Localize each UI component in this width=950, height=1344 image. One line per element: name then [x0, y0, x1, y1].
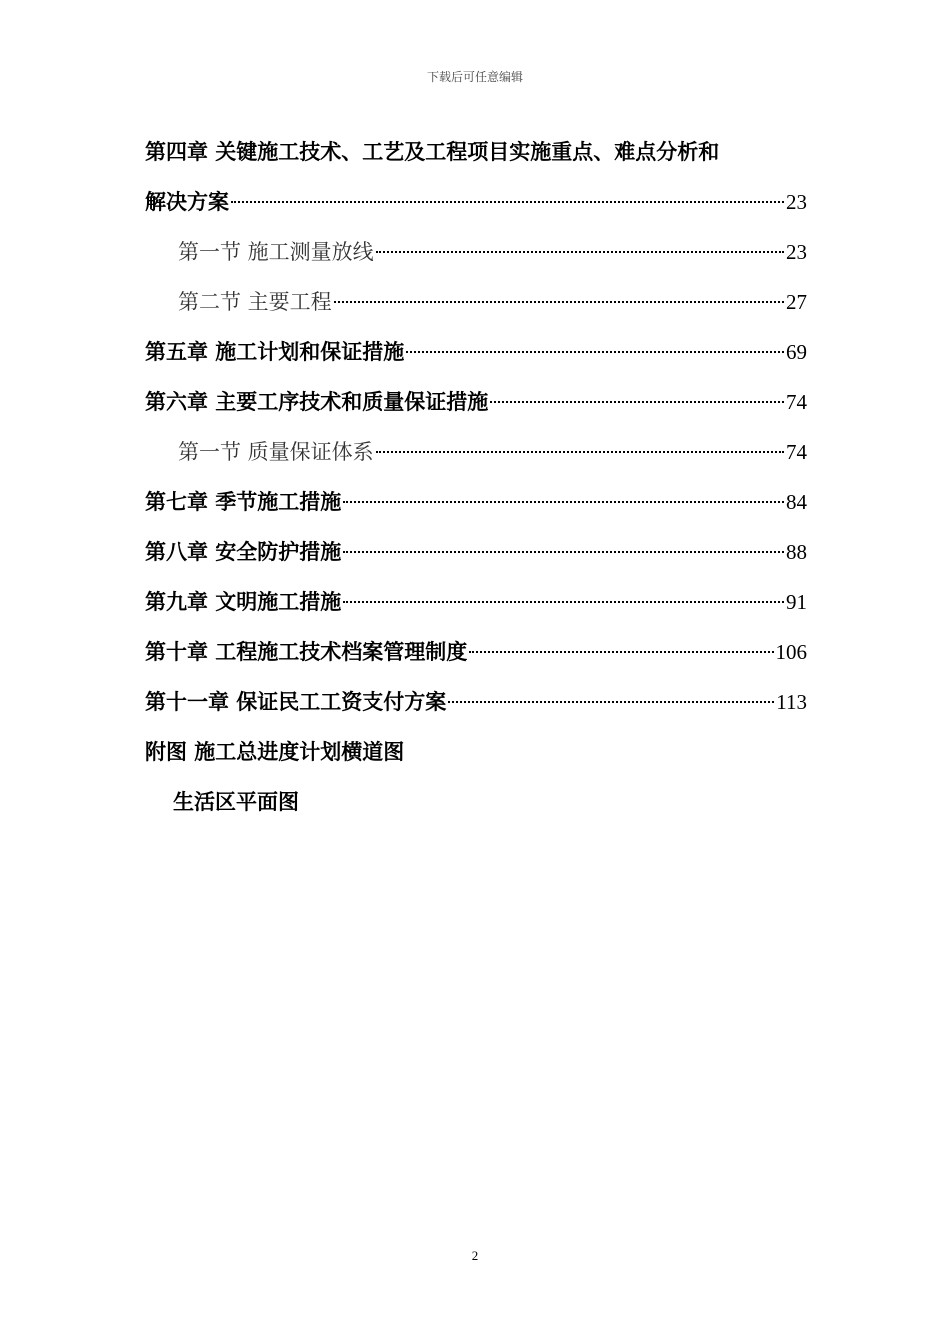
toc-entry-page: 91	[786, 590, 807, 614]
dot-leader	[343, 501, 784, 503]
toc-entry-title: 第二节 主要工程	[178, 290, 332, 314]
toc-entry-title: 解决方案	[145, 190, 229, 214]
toc-entry-page: 69	[786, 340, 807, 364]
dot-leader	[376, 251, 784, 253]
toc-entry-title: 第十章 工程施工技术档案管理制度	[145, 640, 468, 664]
toc-entry-page: 84	[786, 490, 807, 514]
toc-entry-chapter-5[interactable]	[145, 330, 807, 380]
table-of-contents	[145, 130, 807, 830]
toc-entry-section[interactable]	[145, 230, 807, 280]
toc-entry-title: 第八章 安全防护措施	[145, 540, 342, 564]
toc-entry-title: 第四章 关键施工技术、工艺及工程项目实施重点、难点分析和	[145, 140, 720, 164]
page-header: 下载后可任意编辑	[426, 70, 523, 84]
dot-leader	[469, 651, 773, 653]
toc-entry-page: 23	[786, 190, 807, 214]
toc-entry-chapter-6[interactable]	[145, 380, 807, 430]
toc-entry-page: 113	[776, 690, 807, 714]
toc-entry-title: 第十一章 保证民工工资支付方案	[145, 690, 447, 714]
toc-entry-title: 生活区平面图	[173, 790, 299, 814]
dot-leader	[376, 451, 784, 453]
toc-entry-page: 23	[786, 240, 807, 264]
toc-entry-title: 第九章 文明施工措施	[145, 590, 342, 614]
toc-entry-title: 第六章 主要工序技术和质量保证措施	[145, 390, 489, 414]
dot-leader	[490, 401, 784, 403]
toc-entry-title: 附图 施工总进度计划横道图	[145, 740, 405, 764]
toc-entry-page: 74	[786, 390, 807, 414]
toc-entry-appendix[interactable]	[145, 730, 807, 780]
toc-entry-page: 74	[786, 440, 807, 464]
dot-leader	[448, 701, 774, 703]
dot-leader	[231, 201, 784, 203]
toc-entry-chapter-4[interactable]	[145, 130, 807, 180]
toc-entry-title: 第一节 施工测量放线	[178, 240, 374, 264]
toc-entry-title: 第五章 施工计划和保证措施	[145, 340, 405, 364]
toc-entry-chapter-4-cont[interactable]	[145, 180, 807, 230]
toc-entry-page: 106	[775, 640, 807, 664]
toc-entry-appendix-sub[interactable]	[145, 780, 807, 830]
dot-leader	[343, 551, 784, 553]
toc-entry-section[interactable]	[145, 430, 807, 480]
toc-entry-chapter-7[interactable]	[145, 480, 807, 530]
toc-entry-chapter-10[interactable]	[145, 630, 807, 680]
toc-entry-title: 第一节 质量保证体系	[178, 440, 374, 464]
toc-entry-chapter-11[interactable]	[145, 680, 807, 730]
dot-leader	[334, 301, 784, 303]
toc-entry-title: 第七章 季节施工措施	[145, 490, 342, 514]
toc-entry-section[interactable]	[145, 280, 807, 330]
toc-entry-chapter-9[interactable]	[145, 580, 807, 630]
toc-entry-page: 88	[786, 540, 807, 564]
dot-leader	[343, 601, 784, 603]
toc-entry-page: 27	[786, 290, 807, 314]
page-number: 2	[471, 1248, 479, 1263]
toc-entry-chapter-8[interactable]	[145, 530, 807, 580]
dot-leader	[406, 351, 784, 353]
